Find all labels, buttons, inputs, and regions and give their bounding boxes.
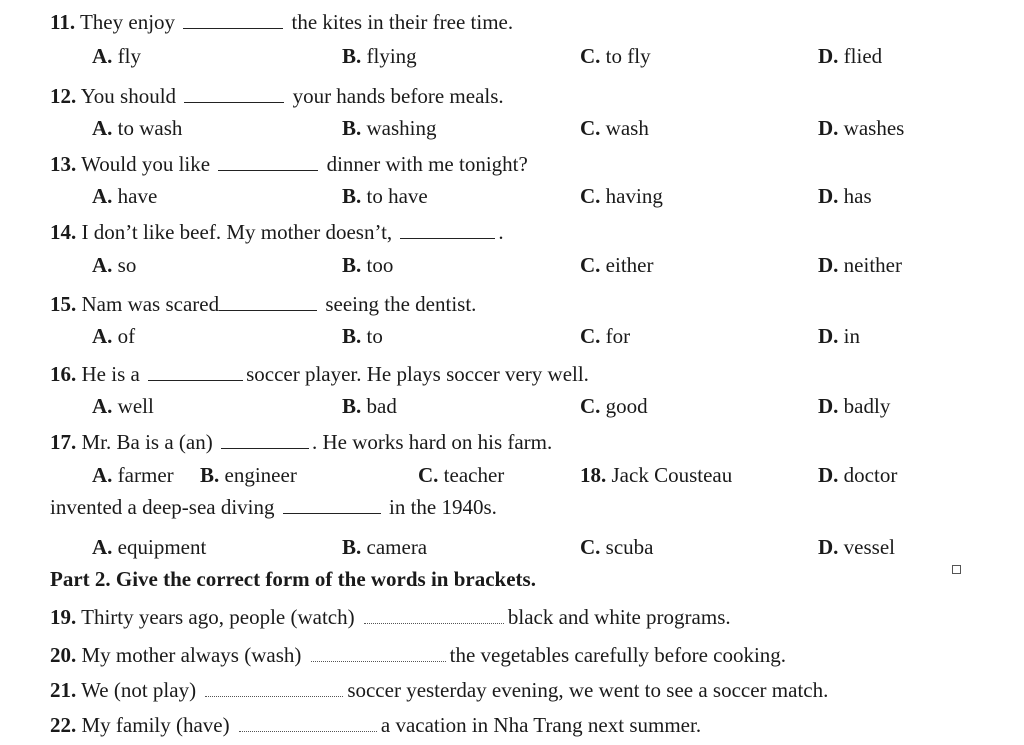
option-d[interactable]: [818, 118, 904, 139]
option-letter: C.: [418, 463, 439, 487]
option-b[interactable]: [342, 396, 397, 417]
option-d[interactable]: [818, 46, 882, 67]
option-text: too: [366, 253, 394, 277]
question-16: [50, 362, 589, 385]
option-text: washes: [843, 116, 905, 140]
option-text: flied: [843, 44, 883, 68]
question-text: dinner with me tonight?: [326, 152, 528, 176]
question-number: 11.: [50, 10, 76, 34]
question-18: [580, 465, 732, 486]
question-text: Thirty years ago, people (watch): [81, 605, 355, 629]
question-number: 21.: [50, 678, 77, 702]
question-text: My family (have): [81, 713, 230, 737]
option-text: to: [366, 324, 383, 348]
question-12: [50, 84, 504, 107]
option-text: so: [117, 253, 137, 277]
option-text: either: [605, 253, 654, 277]
answer-blank[interactable]: [218, 152, 318, 171]
option-letter: D.: [818, 535, 839, 559]
option-letter: A.: [92, 184, 113, 208]
option-a[interactable]: [92, 186, 157, 207]
option-letter: C.: [580, 184, 601, 208]
option-text: scuba: [605, 535, 654, 559]
option-text: well: [117, 394, 154, 418]
question-text: Jack Cousteau: [611, 463, 733, 487]
question-text: I don’t like beef. My mother doesn’t,: [81, 220, 393, 244]
option-text: engineer: [224, 463, 297, 487]
question-text: your hands before meals.: [292, 84, 504, 108]
option-text: to fly: [605, 44, 651, 68]
question-text: soccer player. He plays soccer very well.: [246, 362, 589, 386]
option-text: have: [117, 184, 158, 208]
question-number: 19.: [50, 605, 77, 629]
question-19: [50, 605, 731, 628]
option-letter: B.: [342, 535, 362, 559]
question-number: 22.: [50, 713, 77, 737]
question-number: 18.: [580, 463, 607, 487]
option-letter: D.: [818, 116, 839, 140]
answer-blank[interactable]: [400, 220, 495, 239]
option-text: flying: [366, 44, 417, 68]
option-a[interactable]: [92, 396, 154, 417]
question-number: 20.: [50, 643, 77, 667]
option-b[interactable]: [342, 186, 428, 207]
question-text: . He works hard on his farm.: [311, 430, 553, 454]
option-b[interactable]: [342, 46, 417, 67]
option-letter: B.: [342, 253, 362, 277]
option-a[interactable]: [92, 537, 206, 558]
option-text: in: [843, 324, 861, 348]
option-letter: A.: [92, 394, 113, 418]
option-letter: C.: [580, 44, 601, 68]
option-letter: C.: [580, 324, 601, 348]
question-number: 14.: [50, 220, 77, 244]
answer-blank[interactable]: [205, 678, 343, 697]
option-text: farmer: [117, 463, 174, 487]
question-text: He is a: [81, 362, 140, 386]
option-letter: A.: [92, 116, 113, 140]
option-d[interactable]: [818, 396, 890, 417]
option-letter: A.: [92, 44, 113, 68]
option-letter: C.: [580, 535, 601, 559]
answer-blank[interactable]: [221, 430, 309, 449]
question-text: seeing the dentist.: [325, 292, 477, 316]
answer-blank[interactable]: [183, 10, 283, 29]
answer-blank[interactable]: [184, 84, 284, 103]
question-text: a vacation in Nha Trang next summer.: [380, 713, 702, 737]
question-20: [50, 643, 786, 666]
option-d[interactable]: [818, 326, 860, 347]
option-text: washing: [366, 116, 437, 140]
question-number: 17.: [50, 430, 77, 454]
question-text: soccer yesterday evening, we went to see a soccer match.: [347, 678, 829, 702]
option-a[interactable]: [92, 465, 174, 486]
question-text: in the 1940s.: [389, 495, 497, 519]
option-b[interactable]: [200, 465, 297, 486]
option-text: has: [843, 184, 872, 208]
option-d[interactable]: [818, 186, 872, 207]
option-b[interactable]: [342, 118, 437, 139]
option-letter: A.: [92, 324, 113, 348]
option-letter: C.: [580, 116, 601, 140]
question-11: [50, 10, 513, 33]
option-c[interactable]: [580, 326, 630, 347]
question-13: [50, 152, 528, 175]
question-text: Nam was scared: [81, 292, 220, 316]
option-letter: A.: [92, 535, 113, 559]
question-14: [50, 220, 504, 243]
option-text: good: [605, 394, 648, 418]
question-text: Would you like: [81, 152, 211, 176]
option-text: bad: [366, 394, 397, 418]
option-text: camera: [366, 535, 428, 559]
option-b[interactable]: [342, 255, 393, 276]
option-c[interactable]: [580, 396, 648, 417]
option-text: vessel: [843, 535, 895, 559]
option-text: fly: [117, 44, 141, 68]
part-2-heading: Part 2. Give the correct form of the words in brackets.: [50, 567, 536, 591]
question-text: the vegetables carefully before cooking.: [449, 643, 787, 667]
option-text: equipment: [117, 535, 207, 559]
question-21: [50, 678, 828, 701]
option-c[interactable]: [418, 465, 504, 486]
option-text: of: [117, 324, 136, 348]
option-letter: A.: [92, 463, 113, 487]
option-letter: B.: [342, 116, 362, 140]
question-text: the kites in their free time.: [291, 10, 514, 34]
option-text: neither: [843, 253, 902, 277]
answer-blank[interactable]: [311, 643, 446, 662]
option-letter: D.: [818, 184, 839, 208]
option-a[interactable]: [92, 255, 136, 276]
option-text: doctor: [843, 463, 898, 487]
option-letter: D.: [818, 324, 839, 348]
option-letter: B.: [342, 394, 362, 418]
option-text: having: [605, 184, 663, 208]
question-text: We (not play): [81, 678, 197, 702]
option-text: teacher: [443, 463, 505, 487]
question-text: invented a deep-sea diving: [50, 495, 275, 519]
option-b[interactable]: [342, 326, 383, 347]
option-letter: A.: [92, 253, 113, 277]
option-letter: B.: [200, 463, 220, 487]
option-letter: C.: [580, 394, 601, 418]
question-text: My mother always (wash): [81, 643, 302, 667]
question-15: [50, 292, 476, 315]
option-letter: C.: [580, 253, 601, 277]
option-b[interactable]: [342, 537, 427, 558]
question-text: They enjoy: [79, 10, 176, 34]
option-a[interactable]: [92, 326, 135, 347]
option-letter: B.: [342, 44, 362, 68]
option-letter: D.: [818, 394, 839, 418]
option-d[interactable]: [818, 255, 902, 276]
question-number: 16.: [50, 362, 77, 386]
question-text: .: [498, 220, 504, 244]
answer-blank[interactable]: [283, 495, 381, 514]
answer-blank[interactable]: [219, 292, 317, 311]
option-c[interactable]: [580, 537, 654, 558]
option-letter: D.: [818, 253, 839, 277]
question-22: [50, 713, 701, 736]
option-a[interactable]: [92, 118, 182, 139]
question-number: 12.: [50, 84, 77, 108]
option-text: wash: [605, 116, 649, 140]
option-text: for: [605, 324, 631, 348]
small-square-icon: [952, 565, 961, 574]
question-17: [50, 430, 552, 453]
option-letter: D.: [818, 44, 839, 68]
question-18-continuation: [50, 495, 497, 518]
option-text: to have: [366, 184, 428, 208]
option-text: badly: [843, 394, 891, 418]
option-c[interactable]: [580, 118, 649, 139]
answer-blank[interactable]: [364, 605, 504, 624]
question-number: 15.: [50, 292, 77, 316]
option-c[interactable]: [580, 255, 653, 276]
question-number: 13.: [50, 152, 77, 176]
option-c[interactable]: [580, 46, 651, 67]
option-c[interactable]: [580, 186, 663, 207]
option-letter: D.: [818, 463, 839, 487]
question-text: Mr. Ba is a (an): [81, 430, 213, 454]
option-letter: B.: [342, 324, 362, 348]
answer-blank[interactable]: [148, 362, 243, 381]
option-a[interactable]: [92, 46, 141, 67]
option-text: to wash: [117, 116, 183, 140]
question-text: You should: [80, 84, 177, 108]
answer-blank[interactable]: [239, 713, 377, 732]
option-d[interactable]: [818, 465, 897, 486]
option-d[interactable]: [818, 537, 895, 558]
option-letter: B.: [342, 184, 362, 208]
question-text: black and white programs.: [507, 605, 731, 629]
